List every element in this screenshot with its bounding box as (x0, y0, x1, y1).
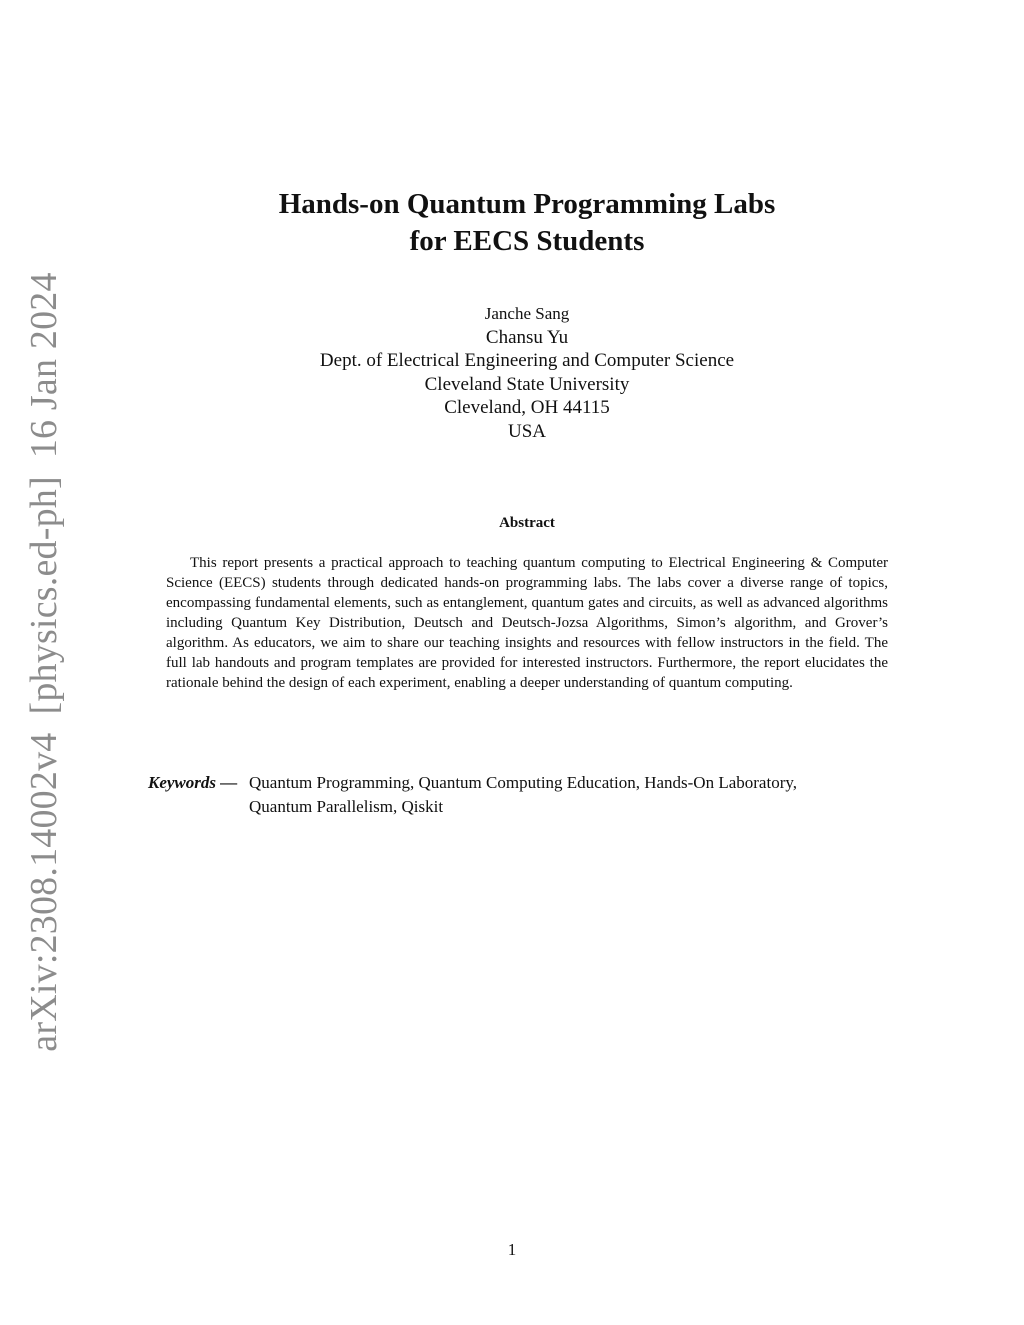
keywords-text: Quantum Programming, Quantum Computing Education, Hands-On Laboratory, Quantum Parallelism, Qiskit (249, 773, 798, 816)
keywords-block (148, 771, 888, 819)
author-name: Chansu Yu (485, 326, 569, 348)
arxiv-category: [physics.ed-ph] (23, 476, 65, 715)
author-name: Janche Sang (484, 304, 570, 323)
affiliation-city: Cleveland, OH 44115 (444, 397, 610, 418)
author-block (150, 302, 904, 443)
abstract-heading: Abstract (499, 515, 555, 531)
title-line-1: Hands-on Quantum Programming Labs (278, 188, 776, 220)
affiliation-university: Cleveland State University (424, 373, 630, 395)
arxiv-side-stamp (22, 272, 66, 1051)
title-line-2: for EECS Students (409, 225, 645, 257)
keywords-label: Keywords — (148, 773, 238, 792)
affiliation-country: USA (507, 420, 546, 442)
abstract-text: This report presents a practical approach to teaching quantum computing to Electrical Engineering & Computer Science (EECS) students through dedicated hands-on programming labs. The labs cover a diverse range of topics, encompassing fundamental elements, such as entanglement, quantum gates and circuits, as well as advanced algorithms including Quantum Key Distribution, Deutsch and Deutsch-Jozsa Algorithms, Simon’s algorithm, and Grover’s algorithm. As educators, we aim to share our teaching insights and resources with fellow instructors in the field. The full lab handouts and program templates are provided for interested instructors. Furthermore, the report elucidates the rationale behind the design of each experiment, enabling a deeper understanding of quantum computing. (166, 555, 888, 691)
affiliation-department: Dept. of Electrical Engineering and Computer Science (319, 350, 735, 371)
arxiv-date: 16 Jan 2024 (23, 272, 65, 459)
paper-title (150, 186, 904, 260)
page-number: 1 (507, 1240, 517, 1259)
arxiv-id: arXiv:2308.14002v4 (23, 732, 65, 1052)
